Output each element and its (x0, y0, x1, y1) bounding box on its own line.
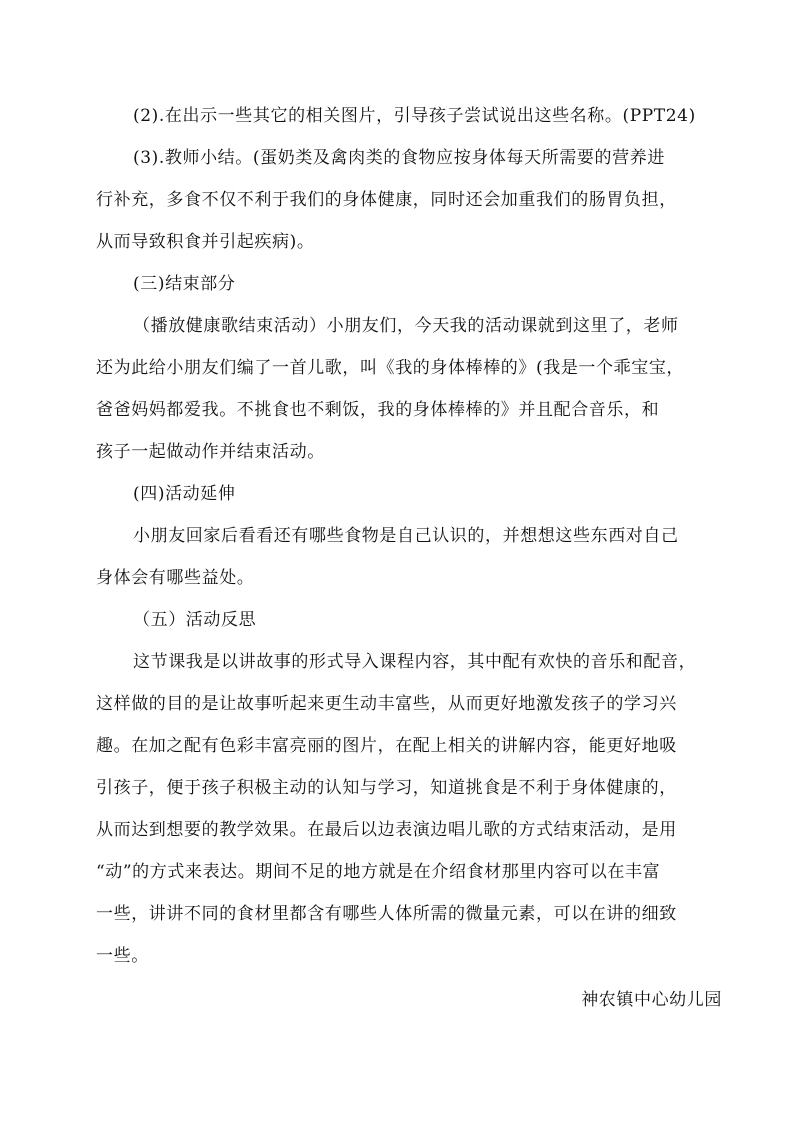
text-line-3: 行补充，多食不仅不利于我们的身体健康，同时还会加重我们的肠胃负担， (96, 190, 677, 210)
text-line-17: 引孩子，便于孩子积极主动的认知与学习，知道挑食是不利于身体健康的， (96, 778, 677, 798)
section-heading-3: (三)结束部分 (133, 274, 236, 294)
text-line-14: 这节课我是以讲故事的形式导入课程内容，其中配有欢快的音乐和配音， (133, 652, 697, 672)
text-line-19: “动”的方式来表达。期间不足的地方就是在介绍食材那里内容可以在丰富 (96, 862, 661, 882)
section-heading-5: （五）活动反思 (133, 610, 257, 630)
text-line-11: 小朋友回家后看看还有哪些食物是自己认识的，并想想这些东西对自己 (133, 526, 679, 546)
text-line-2: (3).教师小结。(蛋奶类及禽肉类的食物应按身体每天所需要的营养进 (133, 148, 665, 168)
text-line-6: （播放健康歌结束活动）小朋友们，今天我的活动课就到这里了，老师 (133, 316, 679, 336)
text-line-12: 身体会有哪些益处。 (96, 568, 255, 588)
section-heading-4: (四)活动延伸 (133, 484, 236, 504)
text-line-21: 一些。 (96, 946, 149, 966)
text-line-20: 一些，讲讲不同的食材里都含有哪些人体所需的微量元素，可以在讲的细致 (96, 904, 677, 924)
text-line-16: 趣。在加之配有色彩丰富亮丽的图片，在配上相关的讲解内容，能更好地吸 (96, 736, 677, 756)
text-line-8: 爸爸妈妈都爱我。不挑食也不剩饭，我的身体棒棒的》并且配合音乐，和 (96, 400, 660, 420)
signature: 神农镇中心幼儿园 (581, 990, 722, 1010)
text-line-4: 从而导致积食并引起疾病)。 (96, 232, 315, 252)
text-line-1: (2).在出示一些其它的相关图片，引导孩子尝试说出这些名称。(PPT24) (133, 106, 696, 126)
text-line-9: 孩子一起做动作并结束活动。 (96, 442, 325, 462)
text-line-7: 还为此给小朋友们编了一首儿歌，叫《我的身体棒棒的》(我是一个乖宝宝， (96, 358, 685, 378)
text-line-18: 从而达到想要的教学效果。在最后以边表演边唱儿歌的方式结束活动，是用 (96, 820, 677, 840)
text-line-15: 这样做的目的是让故事听起来更生动丰富些，从而更好地激发孩子的学习兴 (96, 694, 677, 714)
